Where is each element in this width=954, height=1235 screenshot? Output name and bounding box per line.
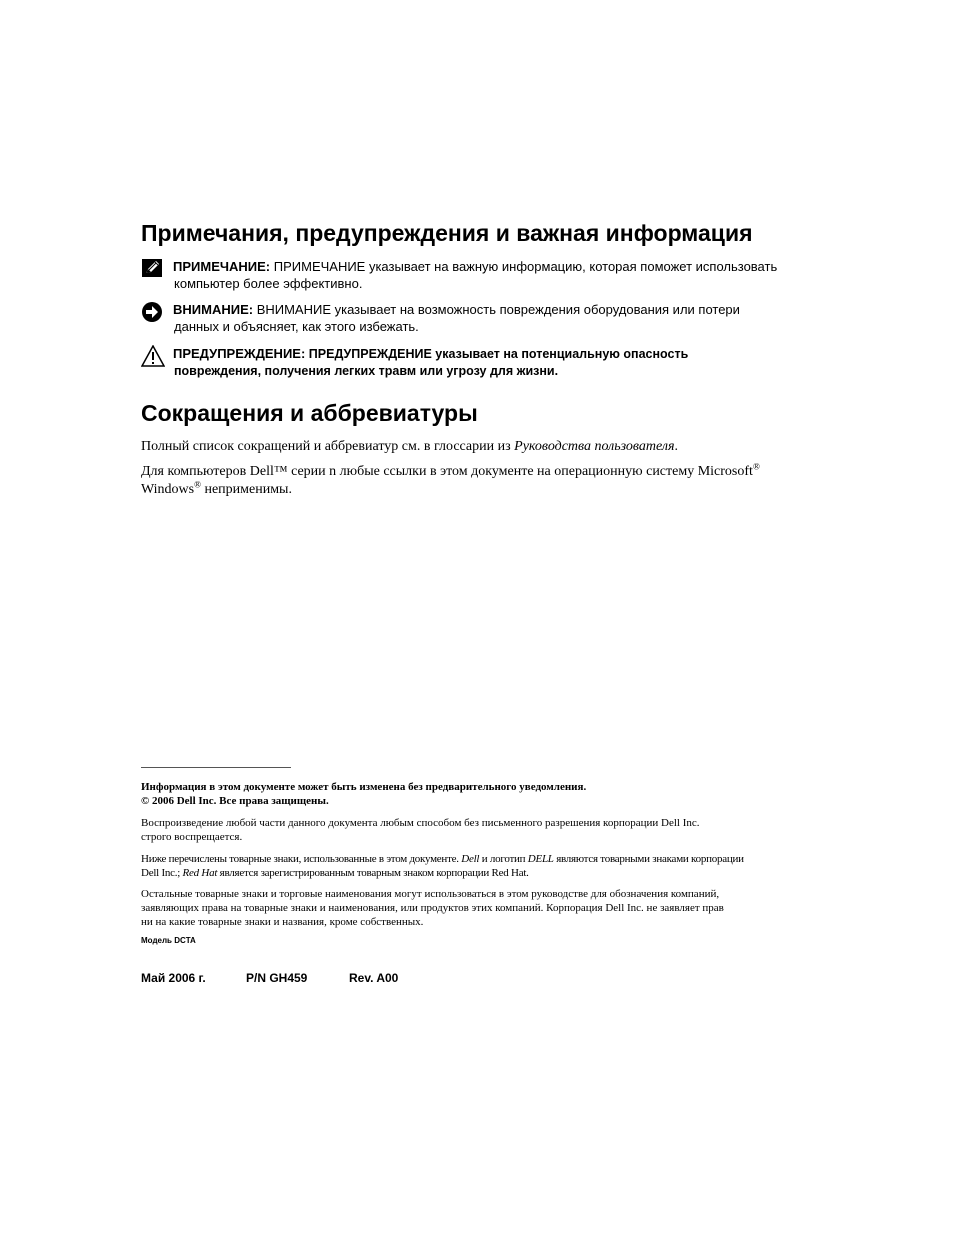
legal-reproduction — [141, 816, 846, 844]
tm-dell: Dell — [461, 853, 480, 865]
tm-text: и логотип — [479, 853, 528, 865]
abbrev-p2-part2: Windows — [141, 482, 195, 497]
footer-part-number: P/N GH459 — [246, 971, 308, 985]
tm-text: является зарегистрированным товарным знаком корпорации Red Hat. — [217, 867, 529, 879]
abbrev-p1-end: . — [674, 439, 678, 454]
other-line-2: заявляющих права на товарные знаки и наименования, или продуктов этих компаний. Корпорация Dell Inc. не заявляет прав — [141, 902, 724, 914]
abbrev-heading: Сокращения и аббревиатуры — [141, 400, 478, 426]
abbrev-paragraph-2 — [141, 463, 841, 499]
legal-other-trademarks — [141, 887, 846, 929]
reproduction-line-1: Воспроизведение любой части данного документа любым способом без письменного разрешения корпорации Dell Inc. — [141, 817, 700, 829]
note-block — [141, 258, 846, 292]
warning-triangle-icon — [141, 345, 165, 367]
trademarks-line-1 — [141, 852, 846, 866]
warning-text-line2: повреждения, получения легких травм или угрозу для жизни. — [174, 364, 559, 378]
legal-notice — [141, 780, 846, 808]
abbrev-p1-text: Полный список сокращений и аббревиатур см. в глоссарии из — [141, 439, 515, 454]
footer-revision: Rev. A00 — [349, 971, 399, 985]
registered-mark: ® — [194, 479, 201, 490]
abbrev-p2-part3: неприменимы. — [200, 482, 292, 497]
other-line-3: ни на какие товарные знаки и названия, кроме собственных. — [141, 916, 424, 928]
trademarks-line-2 — [141, 866, 846, 880]
notice-block — [141, 301, 846, 335]
notice-text-line1: ВНИМАНИЕ указывает на возможность повреждения оборудования или потери — [256, 302, 740, 317]
warning-label: ПРЕДУПРЕЖДЕНИЕ: — [173, 346, 306, 361]
legal-line-1: Информация в этом документе может быть изменена без предварительного уведомления. — [141, 781, 587, 793]
reproduction-line-2: строго воспрещается. — [141, 831, 243, 843]
copyright-line: © 2006 Dell Inc. Все права защищены. — [141, 795, 329, 807]
warning-text-line1: ПРЕДУПРЕЖДЕНИЕ указывает на потенциальную опасность — [308, 347, 689, 361]
abbrev-paragraph-1 — [141, 438, 841, 456]
note-label: ПРИМЕЧАНИЕ: — [173, 259, 271, 274]
notice-label: ВНИМАНИЕ: — [173, 302, 254, 317]
other-line-1: Остальные товарные знаки и торговые наименования могут использоваться в этом руководстве для обозначения компаний, — [141, 888, 720, 900]
legal-trademarks — [141, 852, 846, 880]
abbrev-p1-italic: Руководства пользователя — [514, 439, 675, 454]
tm-dell-logo: DELL — [527, 853, 554, 865]
notice-arrow-icon — [141, 301, 165, 323]
footnote-divider — [141, 767, 291, 768]
warning-block — [141, 345, 846, 380]
tm-text: являются товарными знаками корпорации — [553, 853, 744, 865]
tm-redhat: Red Hat — [182, 867, 218, 879]
pencil-note-icon — [141, 258, 165, 280]
note-text-line2: компьютер более эффективно. — [174, 276, 363, 291]
notes-heading: Примечания, предупреждения и важная информация — [141, 220, 753, 246]
footer-date: Май 2006 г. — [141, 971, 206, 985]
note-text-line1: ПРИМЕЧАНИЕ указывает на важную информацию, которая поможет использовать — [273, 259, 778, 274]
abbrev-p2-part1: Для компьютеров Dell™ серии n любые ссылки в этом документе на операционную систему Microsoft — [141, 464, 753, 479]
tm-text: Dell Inc.; — [141, 867, 183, 879]
notice-text-line2: данных и объясняет, как этого избежать. — [174, 319, 419, 334]
model-number: Модель DCTA — [141, 936, 196, 945]
registered-mark: ® — [752, 461, 760, 472]
tm-text: Ниже перечислены товарные знаки, использованные в этом документе. — [141, 853, 462, 865]
